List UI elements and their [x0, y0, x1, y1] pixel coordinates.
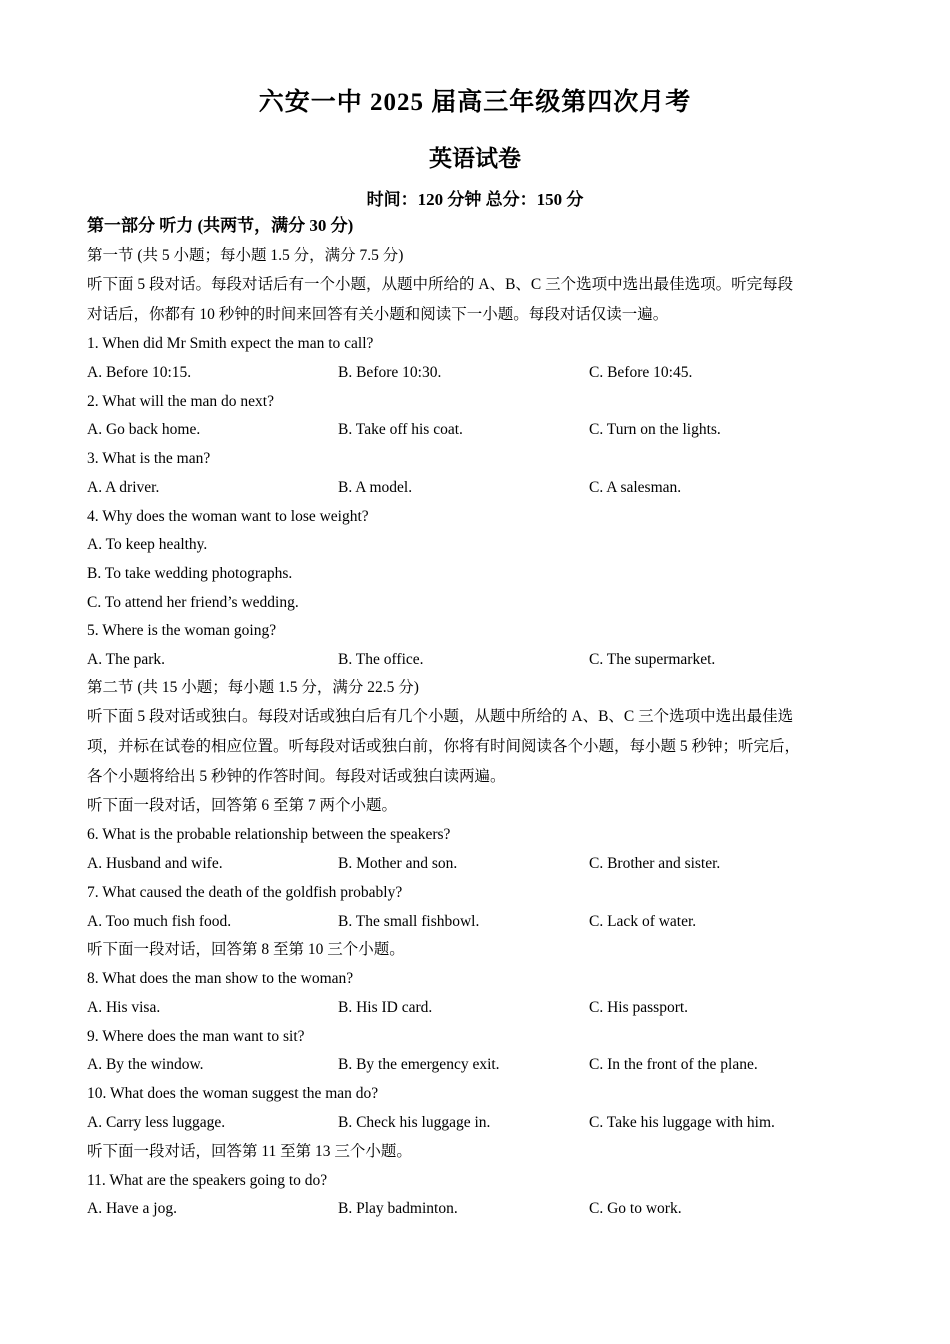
question-stem: 2. What will the man do next? [87, 393, 274, 410]
question-stem: 1. When did Mr Smith expect the man to call? [87, 335, 374, 352]
part1-heading: 第一部分 听力 (共两节，满分 30 分) [87, 216, 354, 235]
question-stem: 10. What does the woman suggest the man do? [87, 1085, 379, 1102]
option-c: C. The supermarket. [589, 651, 716, 668]
option-b: B. By the emergency exit. [338, 1056, 500, 1073]
question-stem: 6. What is the probable relationship between the speakers? [87, 826, 451, 843]
exam-info: 时间：120 分钟 总分：150 分 [366, 190, 584, 209]
exam-title: 六安一中 2025 届高三年级第四次月考 [258, 89, 692, 116]
dialog-instruction: 听下面一段对话，回答第 11 至第 13 三个小题。 [87, 1143, 412, 1160]
option-b: B. Mother and son. [338, 855, 458, 872]
option-a: A. To keep healthy. [87, 536, 208, 553]
option-a: A. A driver. [87, 479, 160, 496]
option-c: C. A salesman. [589, 479, 682, 496]
section1-instruction-line2: 对话后，你都有 10 秒钟的时间来回答有关小题和阅读下一小题。每段对话仅读一遍。 [87, 306, 669, 323]
question-stem: 3. What is the man? [87, 450, 211, 467]
option-a: A. His visa. [87, 999, 161, 1016]
option-a: A. By the window. [87, 1056, 204, 1073]
section1-heading: 第一节 (共 5 小题；每小题 1.5 分，满分 7.5 分) [87, 247, 404, 264]
subject-title: 英语试卷 [429, 146, 521, 171]
option-a: A. The park. [87, 651, 166, 668]
option-c: C. In the front of the plane. [589, 1056, 758, 1073]
question-stem: 4. Why does the woman want to lose weight? [87, 508, 369, 525]
option-b: B. To take wedding photographs. [87, 565, 293, 582]
option-b: B. Take off his coat. [338, 421, 463, 438]
question-stem: 9. Where does the man want to sit? [87, 1028, 305, 1045]
section2-instruction-line1: 听下面 5 段对话或独白。每段对话或独白后有几个小题，从题中所给的 A、B、C 三个选项中选出最佳选 [87, 708, 794, 725]
section2-heading: 第二节 (共 15 小题；每小题 1.5 分，满分 22.5 分) [87, 679, 419, 696]
option-c: C. Brother and sister. [589, 855, 721, 872]
option-b: B. Check his luggage in. [338, 1114, 491, 1131]
option-a: A. Carry less luggage. [87, 1114, 226, 1131]
section1-instruction-line1: 听下面 5 段对话。每段对话后有一个小题，从题中所给的 A、B、C 三个选项中选出最佳选项。听完每段 [87, 276, 794, 293]
question-stem: 11. What are the speakers going to do? [87, 1172, 328, 1189]
option-c: C. Before 10:45. [589, 364, 693, 381]
option-c: C. Go to work. [589, 1200, 682, 1217]
option-a: A. Too much fish food. [87, 913, 232, 930]
option-a: A. Go back home. [87, 421, 201, 438]
question-stem: 8. What does the man show to the woman? [87, 970, 354, 987]
question-stem: 7. What caused the death of the goldfish probably? [87, 884, 403, 901]
question-stem: 5. Where is the woman going? [87, 622, 277, 639]
option-c: C. To attend her friend’s wedding. [87, 594, 299, 611]
option-b: B. Play badminton. [338, 1200, 458, 1217]
option-b: B. Before 10:30. [338, 364, 442, 381]
option-c: C. Turn on the lights. [589, 421, 721, 438]
option-a: A. Have a jog. [87, 1200, 177, 1217]
option-c: C. His passport. [589, 999, 689, 1016]
option-b: B. The office. [338, 651, 424, 668]
option-b: B. His ID card. [338, 999, 433, 1016]
option-a: A. Husband and wife. [87, 855, 223, 872]
option-b: B. The small fishbowl. [338, 913, 480, 930]
option-a: A. Before 10:15. [87, 364, 192, 381]
option-b: B. A model. [338, 479, 413, 496]
section2-instruction-line3: 各个小题将给出 5 秒钟的作答时间。每段对话或独白读两遍。 [87, 768, 506, 785]
dialog-instruction: 听下面一段对话，回答第 6 至第 7 两个小题。 [87, 797, 398, 814]
section2-instruction-line2: 项，并标在试卷的相应位置。听每段对话或独白前，你将有时间阅读各个小题，每小题 5 秒钟；听完后， [87, 738, 801, 755]
option-c: C. Lack of water. [589, 913, 697, 930]
option-c: C. Take his luggage with him. [589, 1114, 775, 1131]
dialog-instruction: 听下面一段对话，回答第 8 至第 10 三个小题。 [87, 941, 405, 958]
